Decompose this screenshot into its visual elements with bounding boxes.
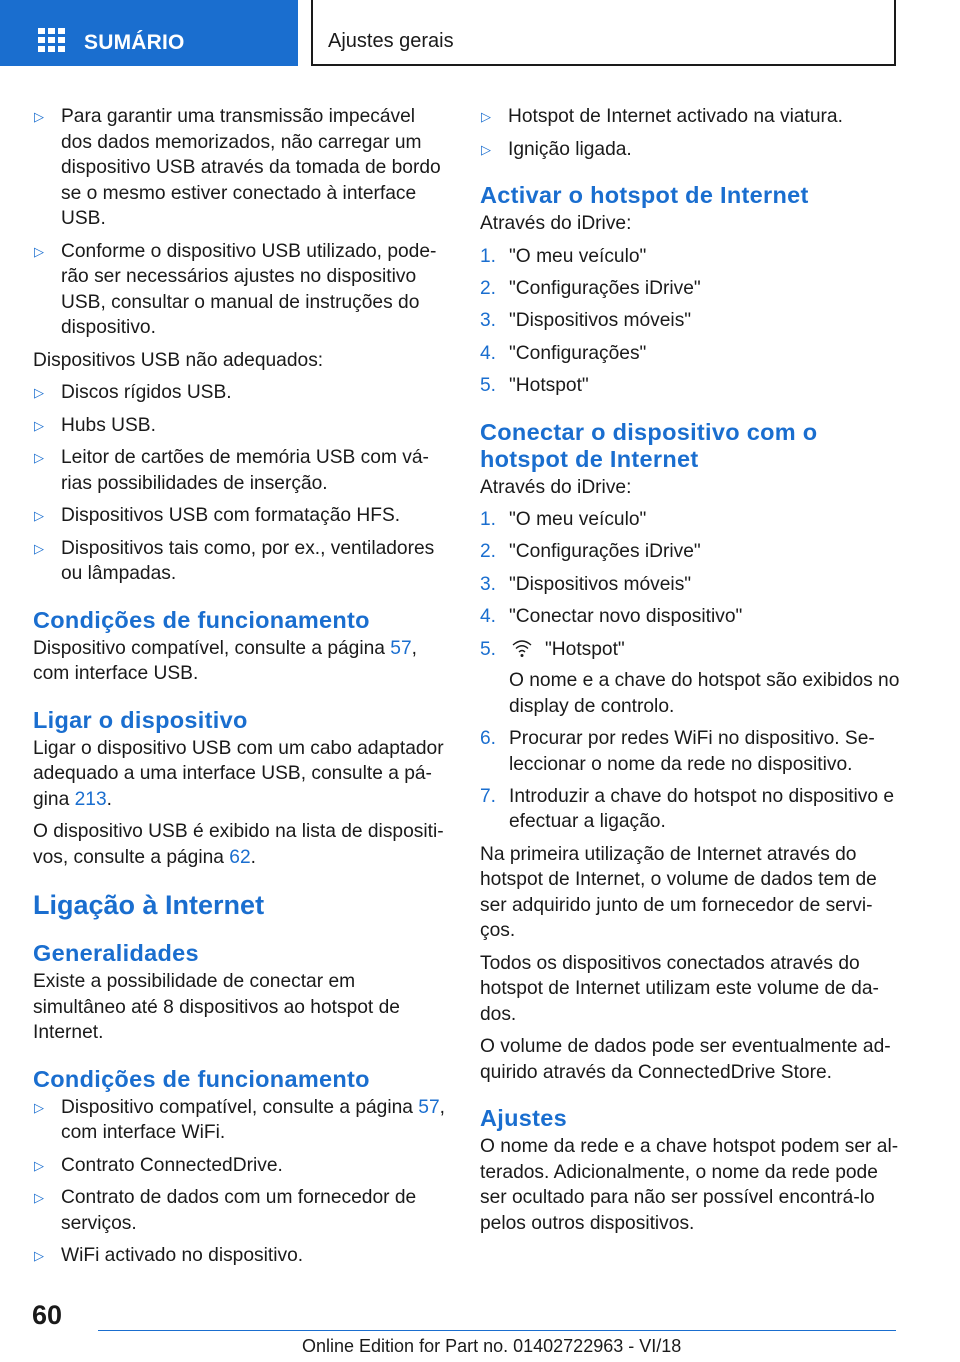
page-link[interactable]: 213 [74,788,107,810]
page-number: 60 [32,1300,63,1330]
bullet-triangle-icon: ▷ [34,1099,44,1115]
page-link[interactable]: 57 [418,1096,440,1118]
bullet-triangle-icon: ▷ [34,109,44,124]
step-item: 5. "Hotspot" O nome e a chave do hotspot são exibidos no display de controlo. [480,637,900,720]
paragraph: Ligar o dispositivo USB com um cabo adaptador adequado a uma interface USB, consulte a página 213. [33,737,444,810]
list-item: ▷ Contrato de dados com um fornecedor de serviços. [33,1185,451,1236]
list-item: ▷ Discos rígidos USB. [33,380,451,406]
footer-divider [98,1330,896,1331]
bullet-triangle-icon: ▷ [34,540,44,556]
paragraph: Através do iDrive: [480,476,632,498]
list-item: ▷ Hotspot de Internet activado na viatura. [480,104,900,130]
section-title: Ajustes gerais [328,30,454,52]
step-item: 3. "Dispositivos móveis" [480,573,692,595]
grid-menu-icon [38,28,66,52]
heading-activar-hotspot: Activar o hotspot de Internet [480,182,809,208]
heading-ajustes: Ajustes [480,1105,567,1132]
paragraph: O volume de dados pode ser eventualmente adquirido através da ConnectedDrive Store. [480,1036,891,1083]
list-item: ▷ Hubs USB. [33,413,451,439]
list-item: ▷ Para garantir uma transmissão impecável dos dados memorizados, não carregar um dispositivo USB através da tomada de bordo se o mesmo estiver conectado à interface USB. [33,104,451,232]
heading-ligacao-internet: Ligação à Internet [33,890,265,920]
paragraph: Todos os dispositivos conectados através do hotspot de Internet utilizam este volume de dados. [480,952,879,1025]
bullet-triangle-icon: ▷ [34,450,44,465]
step-item: 4. "Conectar novo dispositivo" [480,606,743,628]
paragraph: O dispositivo USB é exibido na lista de dispositivos, consulte a página 62. [33,821,444,868]
list-item: ▷ Dispositivo compatível, consulte a página 57, com interface WiFi. [33,1095,451,1146]
list-item: ▷ Contrato ConnectedDrive. [33,1153,451,1179]
step-item: 2. "Configurações iDrive" [480,277,701,299]
step-note: O nome e a chave do hotspot são exibidos no display de controlo. [509,670,900,717]
bullet-triangle-icon: ▷ [34,1190,44,1205]
heading-condicoes-usb: Condições de funcionamento [33,606,370,633]
paragraph: Dispositivos USB não adequados: [33,349,324,371]
paragraph: Através do iDrive: [480,213,632,234]
step-item: 4. "Configurações" [480,342,647,364]
section-header [311,0,896,66]
heading-generalidades: Generalidades [33,940,199,966]
heading-conectar-dispositivo: Conectar o dispositivo com o hotspot de Internet [480,418,818,472]
paragraph: Existe a possibilidade de conectar em simultâneo até 8 dispositivos ao hotspot de Internet. [33,971,400,1043]
list-item: ▷ Dispositivos USB com formatação HFS. [33,503,451,529]
step-item: 2. "Configurações iDrive" [480,541,701,563]
step-item: 3. "Dispositivos móveis" [480,310,692,332]
heading-ligar-dispositivo: Ligar o dispositivo [33,706,248,733]
right-column [480,104,900,1243]
bullet-triangle-icon: ▷ [34,508,44,523]
bullet-triangle-icon: ▷ [34,417,44,433]
left-column [33,104,451,1276]
bullet-triangle-icon: ▷ [481,109,491,124]
bullet-triangle-icon: ▷ [34,1248,44,1263]
list-item: ▷ Dispositivos tais como, por ex., ventiladores ou lâmpadas. [33,536,451,587]
step-item: 7. Introduzir a chave do hotspot no dispositivo e efectuar a ligação. [480,785,895,833]
bullet-triangle-icon: ▷ [481,141,491,157]
bullet-triangle-icon: ▷ [34,1157,44,1173]
heading-condicoes-wifi: Condições de funcionamento [33,1065,370,1092]
list-item: ▷ Leitor de cartões de memória USB com várias possibilidades de inserção. [33,445,451,496]
bullet-triangle-icon: ▷ [34,385,44,400]
toc-button[interactable] [0,0,298,66]
paragraph: Dispositivo compatível, consulte a página 57, com interface USB. [33,637,417,684]
step-item: 1. "O meu veículo" [480,509,647,531]
list-item: ▷ Ignição ligada. [480,137,900,163]
list-item: ▷ Conforme o dispositivo USB utilizado, poderão ser necessários ajustes no dispositivo USB, consultar o manual de instruções do dispositivo. [33,239,451,341]
page-link[interactable]: 57 [390,637,412,659]
edition-note: Online Edition for Part no. 01402722963 - VI/18 [302,1336,682,1356]
step-item: 6. Procurar por redes WiFi no dispositivo. Seleccionar o nome da rede no dispositivo. [480,728,875,775]
list-item: ▷ WiFi activado no dispositivo. [33,1243,451,1269]
paragraph: O nome da rede e a chave hotspot podem ser alterados. Adicionalmente, o nome da rede pode ser ocultado para não ser possível encontrá-lo pelos outros dispositivos. [480,1136,899,1234]
bullet-triangle-icon: ▷ [34,243,44,259]
paragraph: Na primeira utilização de Internet através do hotspot de Internet, o volume de dados tem de ser adquirido junto de um fornecedor de serviços. [480,843,877,942]
page-link[interactable]: 62 [229,846,251,868]
step-item: 5. "Hotspot" [480,375,589,397]
step-item: 1. "O meu veículo" [480,245,647,267]
toc-label: SUMÁRIO [84,31,185,54]
wifi-hotspot-icon [511,638,533,658]
